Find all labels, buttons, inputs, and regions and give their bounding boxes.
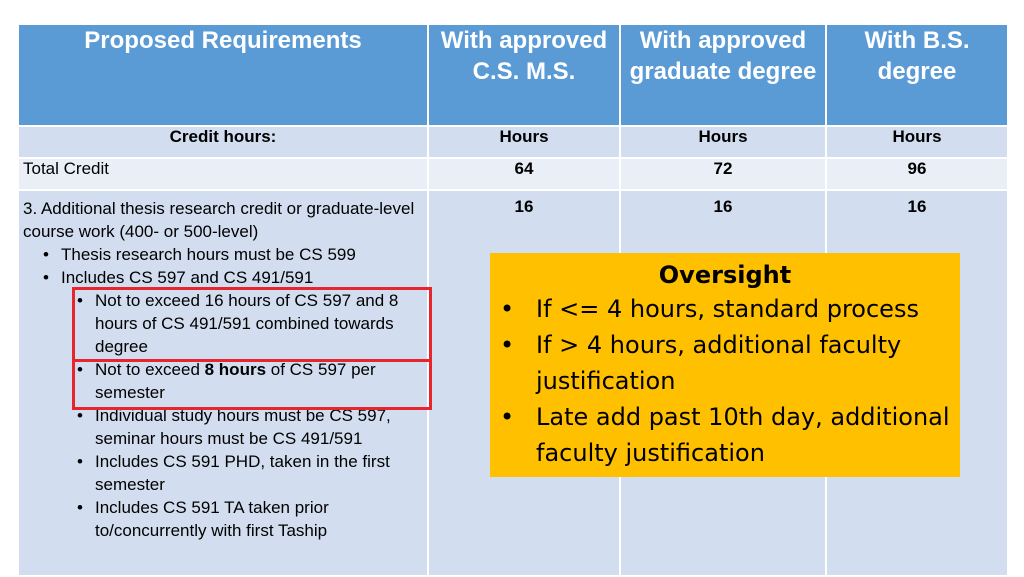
total-credit-row <box>18 158 1008 190</box>
additional-credit-grad: 16 <box>620 190 826 576</box>
additional-credit-bs: 16 <box>826 190 1008 576</box>
total-credit-grad: 72 <box>620 158 826 190</box>
sub-bullet-cs591-phd: • Includes CS 591 PHD, taken in the first semester <box>95 450 423 496</box>
sub-bullet-not-exceed-16: • Not to exceed 16 hours of CS 597 and 8 hours of CS 491/591 combined towards degree <box>95 289 423 358</box>
sub-bullet-cs591-ta: • Includes CS 591 TA taken prior to/concurrently with first Taship <box>95 496 423 542</box>
additional-credit-ms: 16 <box>428 190 620 576</box>
credit-hours-label: Credit hours: <box>18 126 428 158</box>
sub-bullet-8-suffix: of CS 597 per semester <box>95 360 376 402</box>
total-credit-label: Total Credit <box>18 158 428 190</box>
sub-bullet-individual-study: • Individual study hours must be CS 597, seminar hours must be CS 491/591 <box>95 404 423 450</box>
total-credit-ms: 64 <box>428 158 620 190</box>
oversight-callout <box>490 253 960 477</box>
highlight-box-8-hours <box>72 359 432 410</box>
header-row <box>18 24 1008 126</box>
highlight-box-16-hours <box>72 287 432 362</box>
total-credit-bs: 96 <box>826 158 1008 190</box>
bullet-thesis-research: • Thesis research hours must be CS 599 <box>61 243 423 266</box>
header-cs-ms: With approved C.S. M.S. <box>428 24 620 126</box>
bullet-includes-cs597-text: Includes CS 597 and CS 491/591 <box>61 268 314 287</box>
oversight-item-standard: • If <= 4 hours, standard process <box>536 291 960 327</box>
header-proposed-requirements: Proposed Requirements <box>18 24 428 126</box>
hours-label-bs: Hours <box>826 126 1008 158</box>
hours-label-grad: Hours <box>620 126 826 158</box>
additional-credit-intro: 3. Additional thesis research credit or graduate-level course work (400- or 500-level) <box>23 199 415 241</box>
sub-bullet-8-bold: 8 hours <box>204 360 267 379</box>
header-graduate-degree: With approved graduate degree <box>620 24 826 126</box>
oversight-item-additional: • If > 4 hours, additional faculty justification <box>536 327 960 399</box>
subheader-row <box>18 126 1008 158</box>
oversight-list <box>490 291 960 471</box>
oversight-item-late-add: • Late add past 10th day, additional faculty justification <box>536 399 960 471</box>
oversight-title: Oversight <box>658 261 792 289</box>
hours-label-ms: Hours <box>428 126 620 158</box>
sub-bullet-8-prefix: Not to exceed <box>95 360 205 379</box>
header-bs-degree: With B.S. degree <box>826 24 1008 126</box>
